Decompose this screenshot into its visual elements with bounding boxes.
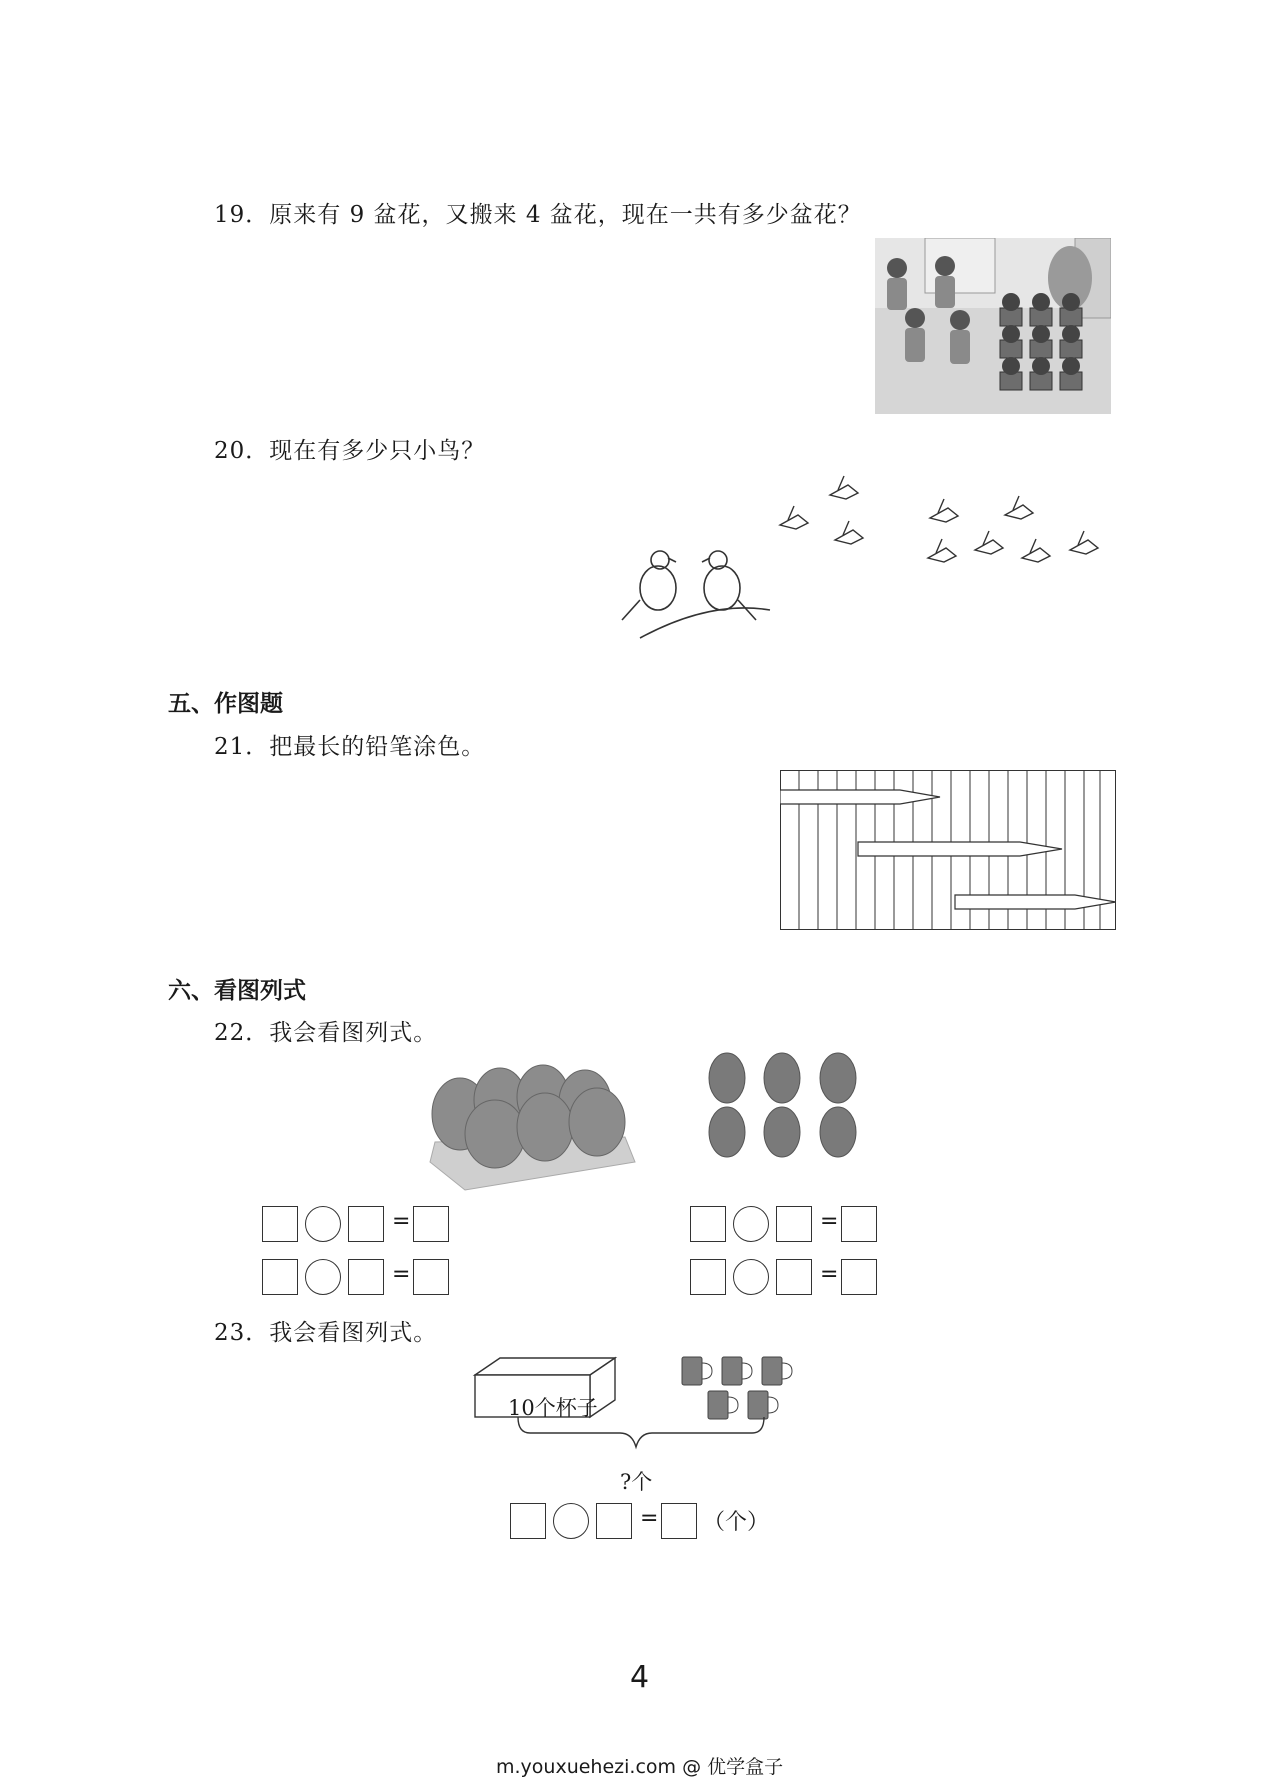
unit-label: （个）	[703, 1510, 770, 1535]
question-21	[214, 728, 485, 761]
result-box[interactable]	[413, 1206, 449, 1242]
answer-box[interactable]	[596, 1503, 632, 1539]
answer-box[interactable]	[690, 1206, 726, 1242]
answer-box[interactable]	[348, 1259, 384, 1295]
total-question-label: ?个	[620, 1470, 653, 1494]
question-21-number: 21．	[214, 734, 270, 760]
equals-sign: =	[640, 1506, 659, 1531]
cups-box-label: 10个杯子	[508, 1396, 598, 1420]
question-19-number: 19．	[214, 202, 270, 228]
question-22-number: 22．	[214, 1020, 270, 1046]
footer-watermark: m.youxuehezi.com @ 优学盒子	[496, 1756, 784, 1778]
question-23	[214, 1314, 437, 1347]
question-22	[214, 1014, 437, 1047]
equals-sign: =	[820, 1209, 839, 1234]
answer-box[interactable]	[510, 1503, 546, 1539]
result-box[interactable]	[841, 1259, 877, 1295]
six-eggs-illustration	[705, 1052, 865, 1162]
egg-carton-illustration	[425, 1052, 640, 1192]
equals-sign: =	[820, 1262, 839, 1287]
result-box[interactable]	[661, 1503, 697, 1539]
operator-circle[interactable]	[733, 1259, 769, 1295]
result-box[interactable]	[841, 1206, 877, 1242]
operator-circle[interactable]	[305, 1259, 341, 1295]
pencil-2	[858, 842, 1062, 856]
question-21-text: 把最长的铅笔涂色。	[269, 734, 486, 760]
question-23-text: 我会看图列式。	[269, 1320, 438, 1346]
answer-box[interactable]	[262, 1206, 298, 1242]
question-20-number: 20．	[214, 438, 270, 464]
operator-circle[interactable]	[733, 1206, 769, 1242]
answer-box[interactable]	[348, 1206, 384, 1242]
question-20	[214, 432, 485, 465]
birds-illustration	[610, 470, 1115, 645]
question-20-text: 现在有多少只小鸟？	[269, 438, 486, 464]
result-box[interactable]	[413, 1259, 449, 1295]
section-6-title: 六、看图列式	[168, 978, 306, 1004]
answer-box[interactable]	[776, 1206, 812, 1242]
pencils-grid	[780, 770, 1116, 930]
answer-box[interactable]	[776, 1259, 812, 1295]
question-22-text: 我会看图列式。	[269, 1020, 438, 1046]
operator-circle[interactable]	[305, 1206, 341, 1242]
equals-sign: =	[392, 1262, 411, 1287]
question-23-number: 23．	[214, 1320, 270, 1346]
equals-sign: =	[392, 1209, 411, 1234]
answer-box[interactable]	[690, 1259, 726, 1295]
flower-pots-illustration	[875, 238, 1111, 414]
answer-box[interactable]	[262, 1259, 298, 1295]
section-5-title: 五、作图题	[168, 691, 283, 717]
question-19	[214, 196, 862, 229]
operator-circle[interactable]	[553, 1503, 589, 1539]
page-number: 4	[630, 1660, 650, 1695]
question-19-text: 原来有 9 盆花，又搬来 4 盆花，现在一共有多少盆花？	[269, 202, 862, 228]
